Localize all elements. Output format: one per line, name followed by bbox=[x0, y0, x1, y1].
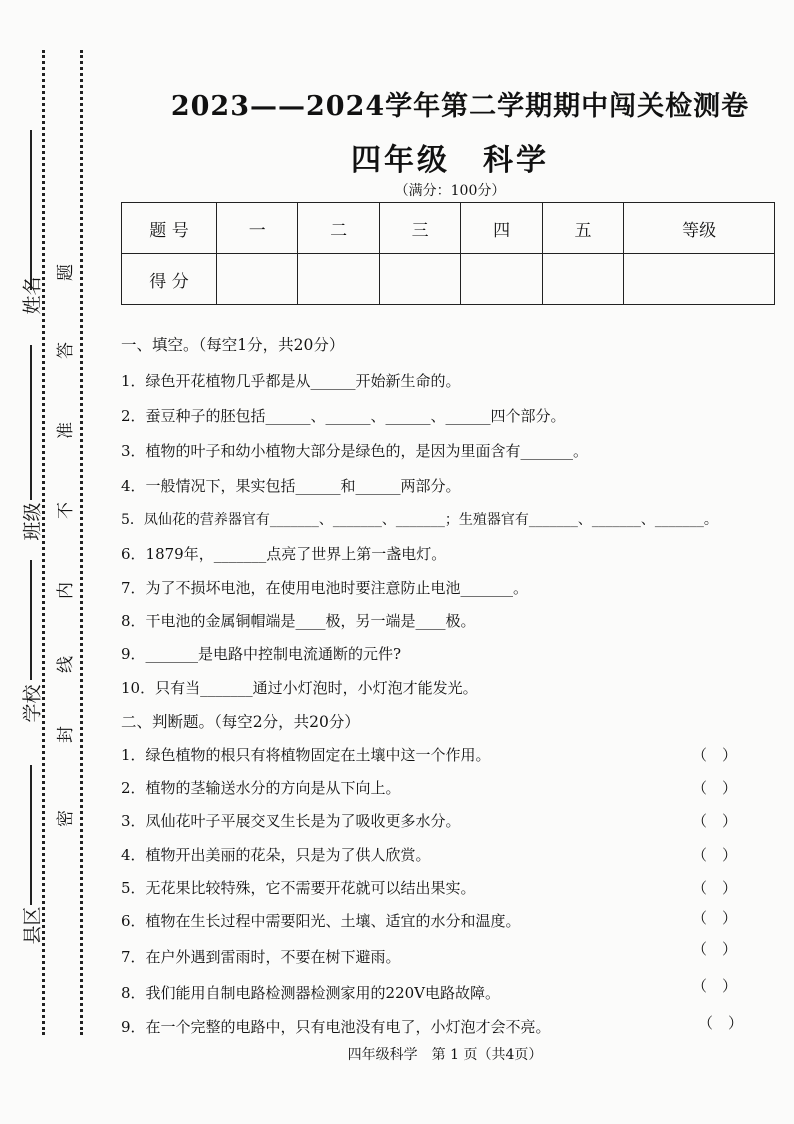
score-cell[interactable] bbox=[542, 254, 623, 305]
table-cell: 一 bbox=[217, 203, 298, 254]
question: 8．干电池的金属铜帽端是____极，另一端是____极。 bbox=[121, 612, 476, 630]
score-cell[interactable] bbox=[461, 254, 542, 305]
exam-subtitle: 四年级 科学 bbox=[351, 143, 549, 178]
answer-parentheses[interactable]: （ ） bbox=[692, 746, 738, 764]
name-line bbox=[30, 130, 32, 290]
question: 8．我们能用自制电路检测器检测家用的220V电路故障。 bbox=[121, 984, 501, 1002]
school-line bbox=[30, 560, 32, 680]
score-cell[interactable] bbox=[298, 254, 379, 305]
question: 7．在户外遇到雷雨时，不要在树下避雨。 bbox=[121, 948, 401, 966]
seal-char: 线 bbox=[56, 656, 76, 673]
school-label: 学校 bbox=[21, 684, 44, 723]
question: 7．为了不损坏电池，在使用电池时要注意防止电池_______。 bbox=[121, 579, 529, 597]
section-heading: 二、判断题。（每空2分，共20分） bbox=[121, 713, 360, 731]
county-label: 县区 bbox=[21, 906, 44, 945]
score-cell[interactable] bbox=[624, 254, 775, 305]
table-cell: 四 bbox=[461, 203, 542, 254]
question: 1．绿色植物的根只有将植物固定在土壤中这一个作用。 bbox=[121, 746, 491, 764]
table-cell: 得 分 bbox=[122, 254, 217, 305]
exam-title: 2023——2024学年第二学期期中闯关检测卷 bbox=[170, 91, 750, 122]
question: 5．无花果比较特殊，它不需要开花就可以结出果实。 bbox=[121, 879, 476, 897]
seal-char: 答 bbox=[56, 342, 76, 359]
question: 2．植物的茎输送水分的方向是从下向上。 bbox=[121, 779, 401, 797]
answer-parentheses[interactable]: （ ） bbox=[692, 846, 738, 864]
page-footer: 四年级科学 第 1 页（共4页） bbox=[347, 1047, 543, 1063]
table-cell: 二 bbox=[298, 203, 379, 254]
seal-char: 不 bbox=[56, 502, 76, 519]
answer-parentheses[interactable]: （ ） bbox=[698, 1014, 744, 1032]
binding-dotted-line-right bbox=[80, 50, 83, 1035]
answer-parentheses[interactable]: （ ） bbox=[692, 909, 738, 927]
table-row bbox=[122, 254, 775, 305]
question: 1．绿色开花植物几乎都是从______开始新生命的。 bbox=[121, 372, 461, 390]
answer-parentheses[interactable]: （ ） bbox=[692, 779, 738, 797]
question: 5．凤仙花的营养器官有_______、_______、_______；生殖器官有_______、_______、_______。 bbox=[121, 512, 718, 528]
seal-char: 内 bbox=[56, 582, 76, 599]
question: 9．_______是电路中控制电流通断的元件? bbox=[121, 645, 402, 663]
question: 6．1879年，_______点亮了世界上第一盏电灯。 bbox=[121, 545, 447, 563]
question: 2．蚕豆种子的胚包括______、______、______、______四个部分。 bbox=[121, 407, 566, 425]
seal-char: 题 bbox=[56, 264, 76, 281]
answer-parentheses[interactable]: （ ） bbox=[692, 977, 738, 995]
answer-parentheses[interactable]: （ ） bbox=[692, 812, 738, 830]
question: 4．一般情况下，果实包括______和______两部分。 bbox=[121, 477, 461, 495]
binding-dotted-line-left bbox=[42, 50, 45, 1035]
county-line bbox=[30, 765, 32, 905]
table-cell: 三 bbox=[379, 203, 460, 254]
seal-char: 准 bbox=[56, 422, 76, 439]
class-line bbox=[30, 345, 32, 500]
question: 9．在一个完整的电路中，只有电池没有电了，小灯泡才会不亮。 bbox=[121, 1018, 551, 1036]
table-cell: 等级 bbox=[624, 203, 775, 254]
section-heading: 一、填空。（每空1分，共20分） bbox=[121, 336, 345, 354]
score-table bbox=[121, 202, 775, 305]
full-score: （满分：100分） bbox=[394, 183, 506, 199]
table-row bbox=[122, 203, 775, 254]
score-cell[interactable] bbox=[217, 254, 298, 305]
name-label: 姓名 bbox=[21, 276, 44, 315]
seal-char: 封 bbox=[56, 726, 76, 743]
answer-parentheses[interactable]: （ ） bbox=[692, 879, 738, 897]
question: 10．只有当_______通过小灯泡时，小灯泡才能发光。 bbox=[121, 679, 478, 697]
table-cell: 五 bbox=[542, 203, 623, 254]
table-cell: 题 号 bbox=[122, 203, 217, 254]
class-label: 班级 bbox=[21, 502, 44, 541]
answer-parentheses[interactable]: （ ） bbox=[692, 940, 738, 958]
question: 4．植物开出美丽的花朵，只是为了供人欣赏。 bbox=[121, 846, 431, 864]
score-cell[interactable] bbox=[379, 254, 460, 305]
question: 6．植物在生长过程中需要阳光、土壤、适宜的水分和温度。 bbox=[121, 912, 521, 930]
question: 3．植物的叶子和幼小植物大部分是绿色的，是因为里面含有_______。 bbox=[121, 442, 589, 460]
seal-char: 密 bbox=[56, 810, 76, 827]
question: 3．凤仙花叶子平展交叉生长是为了吸收更多水分。 bbox=[121, 812, 461, 830]
